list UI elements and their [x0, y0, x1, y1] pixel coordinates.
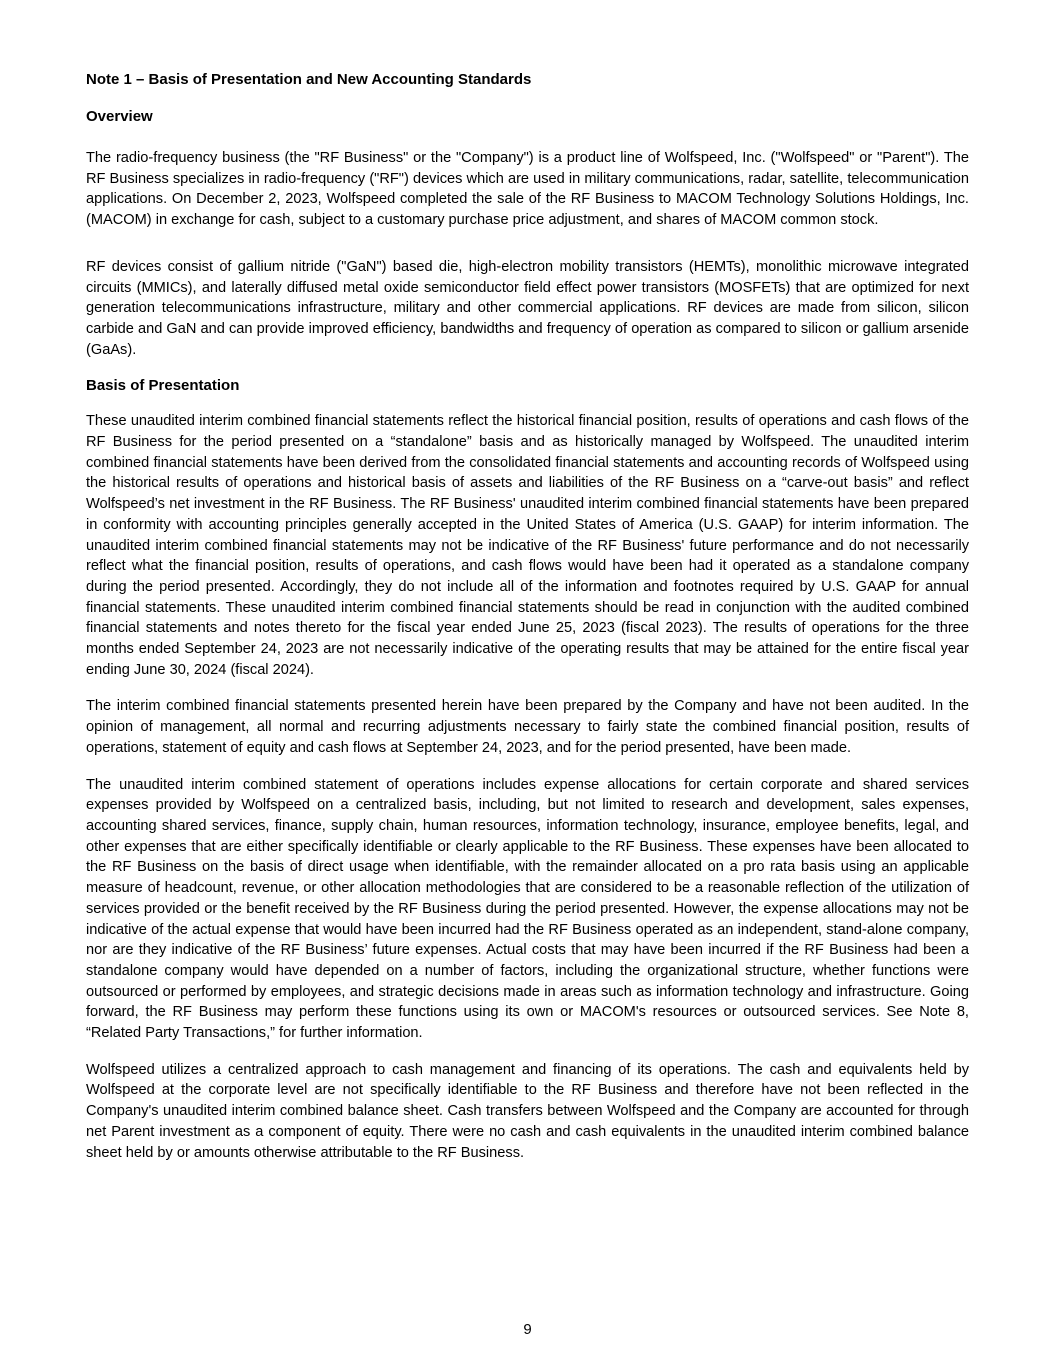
basis-of-presentation-heading: Basis of Presentation — [86, 377, 240, 395]
note-title: Note 1 – Basis of Presentation and New Accounting Standards — [86, 71, 532, 88]
overview-heading: Overview — [86, 108, 153, 125]
basis-paragraph-3: The unaudited interim combined statement of operations includes expense allocations for certain corporate and shared services expenses provided by Wolfspeed on a centralized basis, including, but not limited to research and development, sales expenses, accounting shared services, finance, supply chain, human resources, information technology, insurance, employee benefits, legal, and other expenses that are either specifically identifiable or clearly applicable to the RF Business. These expenses have been allocated to the RF Business on the basis of direct usage when identifiable, with the remainder allocated on a pro rata basis using an applicable measure of headcount, revenue, or other allocation methodologies that are considered to be a reasonable reflection of the utilization of services provided or the benefit received by the RF Business during the period presented. However, the expense allocations may not be indicative of the actual expense that would have been incurred had the RF Business operated as an independent, stand-alone company, nor are they indicative of the RF Business’ future expenses. Actual costs that may have been incurred if the RF Business had been a standalone company would have depended on a number of factors, including the organizational structure, whether functions were outsourced or performed by employees, and strategic decisions made in areas such as information technology and infrastructure. Going forward, the RF Business may perform these functions using its own or MACOM's resources or outsourced services. See Note 8, “Related Party Transactions,” for further information. — [86, 776, 969, 1042]
basis-paragraph-4: Wolfspeed utilizes a centralized approach to cash management and financing of its operations. The cash and equivalents held by Wolfspeed at the corporate level are not specifically identifiable to the RF Business and therefore have not been reflected in the Company's unaudited interim combined balance sheet. Cash transfers between Wolfspeed and the Company are accounted for through net Parent investment as a component of equity. There were no cash and cash equivalents in the unaudited interim combined balance sheet held by or amounts otherwise attributable to the RF Business. — [86, 1061, 969, 1161]
overview-paragraph-1: The radio-frequency business (the "RF Business" or the "Company") is a product line of Wolfspeed, Inc. ("Wolfspeed" or "Parent"). The RF Business specializes in radio-frequency ("RF") devices which are used in military communications, radar, satellite, telecommunication applications. On December 2, 2023, Wolfspeed completed the sale of the RF Business to MACOM Technology Solutions Holdings, Inc. (MACOM) in exchange for cash, subject to a customary purchase price adjustment, and shares of MACOM common stock. — [86, 150, 969, 229]
page-number: 9 — [523, 1321, 532, 1338]
basis-paragraph-2: The interim combined financial statements presented herein have been prepared by the Company and have not been audited. In the opinion of management, all normal and recurring adjustments necessary to fairly state the combined financial position, results of operations, statement of equity and cash flows at September 24, 2023, and for the period presented, have been made. — [86, 698, 969, 756]
overview-paragraph-2: RF devices consist of gallium nitride ("GaN") based die, high-electron mobility transistors (HEMTs), monolithic microwave integrated circuits (MMICs), and laterally diffused metal oxide semiconductor field effect power transistors (MOSFETs) that are optimized for next generation telecommunications infrastructure, military and other commercial applications. RF devices are made from silicon, silicon carbide and GaN and can provide improved efficiency, bandwidths and frequency of operation as compared to silicon or gallium arsenide (GaAs). — [86, 258, 969, 358]
document-page — [86, 70, 969, 1163]
basis-paragraph-1: These unaudited interim combined financial statements reflect the historical financial position, results of operations and cash flows of the RF Business for the period presented on a “standalone” basis and as historically managed by Wolfspeed. The unaudited interim combined financial statements have been derived from the consolidated financial statements and accounting records of Wolfspeed using the historical results of operations and historical basis of assets and liabilities of the RF Business on a “carve-out basis” and reflect Wolfspeed’s net investment in the RF Business. The RF Business' unaudited interim combined financial statements have been prepared in conformity with accounting principles generally accepted in the United States of America (U.S. GAAP) for interim information. The unaudited interim combined financial statements may not be indicative of the RF Business' future performance and do not necessarily reflect what the financial position, results of operations, and cash flows would have been had it operated as a standalone company during the period presented. Accordingly, they do not include all of the information and footnotes required by U.S. GAAP for annual financial statements. These unaudited interim combined financial statements should be read in conjunction with the audited combined financial statements and notes thereto for the fiscal year ended June 25, 2023 (fiscal 2023). The results of operations for the three months ended September 24, 2023 are not necessarily indicative of the operating results that may be attained for the entire fiscal year ending June 30, 2024 (fiscal 2024). — [86, 413, 969, 678]
